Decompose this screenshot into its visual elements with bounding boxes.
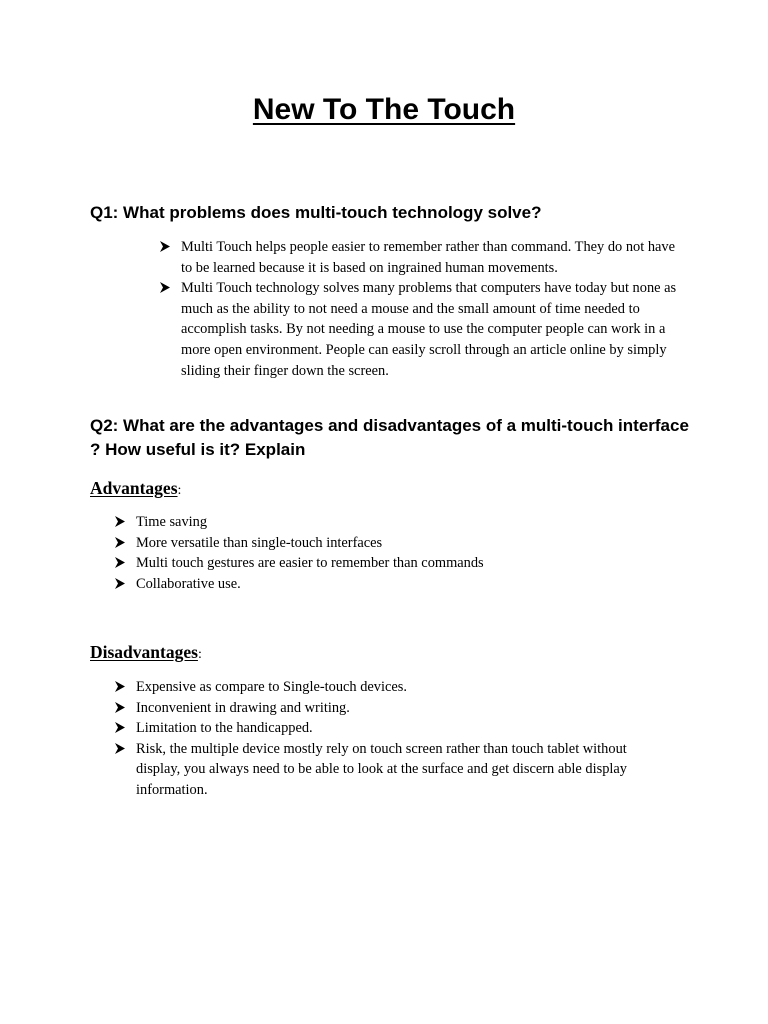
- disadvantages-heading-colon: :: [197, 647, 202, 662]
- arrowhead-bullet-icon: [115, 681, 125, 692]
- list-item-text: Inconvenient in drawing and writing.: [136, 699, 350, 716]
- list-item: [136, 718, 666, 739]
- list-item-text: Multi Touch helps people easier to remember rather than command. They do not have to be learned because it is based on ingrained human movements.: [181, 239, 675, 276]
- arrowhead-bullet-icon: [115, 578, 125, 589]
- question-1-heading: Q1: What problems does multi-touch technology solve?: [90, 203, 542, 222]
- disadvantages-list: [136, 677, 666, 801]
- list-item-text: Risk, the multiple device mostly rely on touch screen rather than touch tablet without display, you always need to be able to look at the surface and get discern able display information.: [136, 740, 627, 798]
- advantages-heading-colon: :: [177, 483, 182, 498]
- arrowhead-bullet-icon: [115, 722, 125, 733]
- list-item-text: Time saving: [136, 514, 208, 530]
- advantages-list: [136, 512, 666, 594]
- arrowhead-bullet-icon: [115, 537, 125, 548]
- page-title: New To The Touch: [252, 93, 516, 126]
- list-item: [136, 677, 666, 698]
- list-item: [136, 553, 666, 574]
- disadvantages-heading-text: Disadvantages: [90, 642, 198, 662]
- arrowhead-bullet-icon: [115, 516, 125, 527]
- disadvantages-heading: [90, 640, 202, 667]
- advantages-heading: [90, 476, 181, 503]
- question-2-heading: Q2: What are the advantages and disadvantages of a multi-touch interface ? How useful is it? Explain: [90, 416, 689, 459]
- list-item: [181, 237, 681, 278]
- list-item: [136, 533, 666, 554]
- advantages-heading-text: Advantages: [90, 478, 178, 498]
- list-item-text: Collaborative use.: [136, 575, 241, 592]
- arrowhead-bullet-icon: [115, 743, 125, 754]
- list-item-text: Expensive as compare to Single-touch devices.: [136, 679, 407, 695]
- question-1-list: [181, 237, 681, 381]
- arrowhead-bullet-icon: [115, 702, 125, 713]
- arrowhead-bullet-icon: [160, 282, 170, 293]
- list-item-text: Multi touch gestures are easier to remember than commands: [136, 555, 484, 572]
- list-item: [136, 698, 666, 719]
- arrowhead-bullet-icon: [160, 241, 170, 252]
- list-item: [136, 574, 666, 595]
- list-item-text: More versatile than single-touch interfaces: [136, 534, 383, 551]
- list-item-text: Limitation to the handicapped.: [136, 720, 313, 737]
- list-item: [181, 278, 681, 381]
- list-item-text: Multi Touch technology solves many problems that computers have today but none as much as the ability to not need a mouse and the small amount of time needed to accomplish tasks. By not needing a mouse to use the computer people can work in a more open environment. People can easily scroll through an article online by simply sliding their finger down the screen.: [181, 280, 677, 379]
- list-item: [136, 512, 666, 533]
- arrowhead-bullet-icon: [115, 557, 125, 568]
- list-item: [136, 739, 666, 801]
